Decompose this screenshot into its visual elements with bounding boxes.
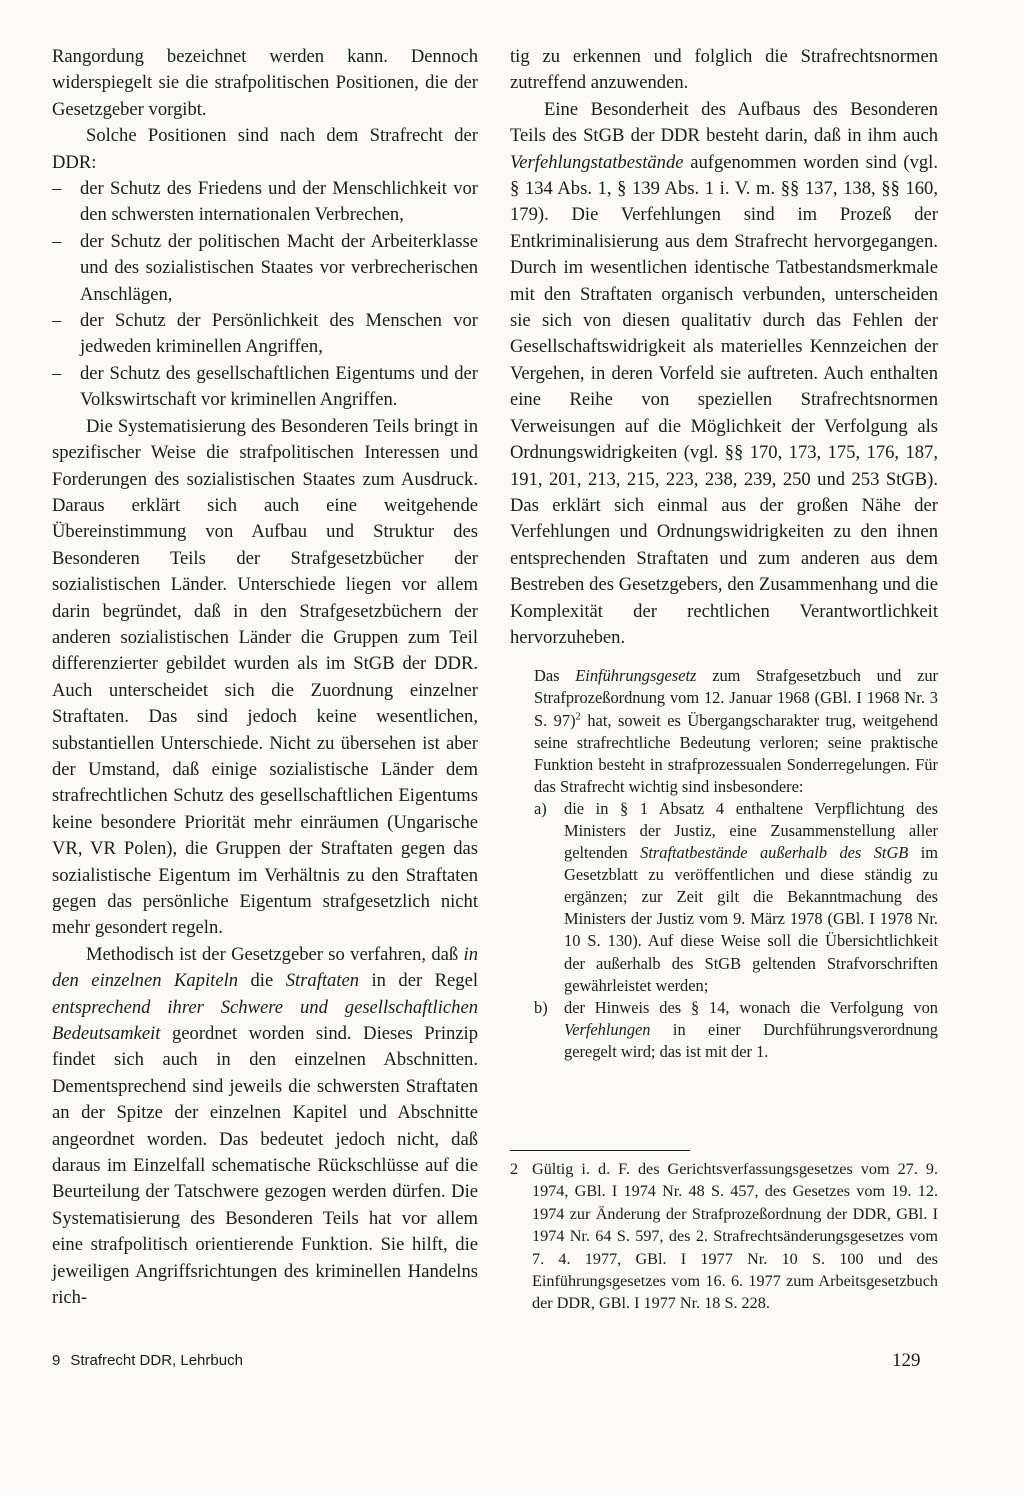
list-item (534, 997, 938, 1063)
page-number: 129 (892, 1350, 921, 1371)
footnote-divider (510, 1150, 690, 1151)
list-item: – der Schutz der Persönlichkeit des Menschen vor jedweden kriminellen Angriffen, (52, 308, 478, 361)
paragraph: Die Systematisierung des Besonderen Teils bringt in spezifischer Weise die strafpolitischen Interessen und Forderungen des sozialistischen Staates zum Ausdruck. Daraus erklärt sich auch eine weitgehende Übereinstimmung von Aufbau und Struktur des Besonderen Teils der Strafgesetzbücher der sozialistischen Länder. Unterschiede liegen vor allem darin begründet, daß in den Strafgesetzbüchern der anderen sozialistischen Länder die Gruppen zum Teil differenzierter gebildet wurden als im StGB der DDR. Auch unterscheidet sich die Zuordnung einzelner Straftaten. Das sind jedoch keine wesentlichen, substantiellen Unterschiede. Nicht zu übersehen ist aber der Umstand, daß einige sozialistische Länder dem strafrechtlichen Schutz des gesellschaftlichen Eigentums keine besondere Priorität mehr einräumen (Ungarische VR, VR Polen), die Gruppen der Straftaten gegen das sozialistische Eigentum im Verhältnis zu den Straftaten gegen das persönliche Eigentum strafgesetzlich nicht mehr gesondert regeln. (52, 415, 478, 939)
text-run: die (238, 970, 286, 992)
list-item: – der Schutz der politischen Macht der Arbeiterklasse und des sozialistischen Staates vor verbrecherischen Anschlägen, (52, 229, 478, 308)
left-column (52, 44, 478, 1312)
text-run: zum Strafgesetzbuch und zur Strafprozeßordnung vom 12. Januar 1968 (GBl. I 1968 Nr. 3 S. 97) (534, 666, 938, 730)
text-run: Das (534, 666, 576, 686)
right-column (510, 44, 938, 1063)
emphasis: in den einzelnen Kapiteln (52, 943, 478, 992)
paragraph: Solche Positionen sind nach dem Strafrecht der DDR: (52, 125, 478, 173)
paragraph: tig zu erkennen und folglich die Strafrechtsnormen zutreffend anzuwenden. (510, 46, 938, 94)
list-item (534, 798, 938, 997)
emphasis: Straftatbestände außerhalb des StGB (640, 843, 909, 863)
list-marker: a) (534, 798, 547, 818)
text-run: hat, soweit es Übergangscharakter trug, weitgehend seine strafrechtliche Bedeutung verloren; seine praktische Funktion besteht in strafprozessualen Sonderregelungen. Für das Strafrecht wichtig sind insbesondere: (534, 710, 938, 796)
paragraph: Rangordung bezeichnet werden kann. Dennoch widerspiegelt sie die strafpolitischen Positionen, die der Gesetzgeber vorgibt. (52, 46, 478, 120)
emphasis: Straftaten (285, 970, 360, 992)
text-run: Eine Besonderheit des Aufbaus des Besonderen Teils des StGB der DDR besteht darin, daß in ihm auch (510, 98, 938, 147)
list-marker: b) (534, 997, 548, 1017)
list-item: – der Schutz des Friedens und der Menschlichkeit vor den schwersten internationalen Verbrechen, (52, 176, 478, 229)
text-run: Methodisch ist der Gesetzgeber so verfahren, daß (86, 943, 464, 965)
text-run: der Hinweis des § 14, wonach die Verfolgung von (564, 997, 938, 1017)
protection-list (52, 176, 478, 414)
emphasis: Verfehlungen (564, 1019, 651, 1039)
text-run: im Gesetzblatt zu veröffentlichen und diese ständig zu ergänzen; zur Zeit gilt die Bekanntmachung des Ministers der Justiz vom 9. März 1978 (GBl. I 1978 Nr. 10 S. 130). Auf diese Weise soll die Übersichtlichkeit der außerhalb des StGB geltenden Strafvorschriften gewährleistet werden; (564, 843, 938, 995)
footnote-text: Gültig i. d. F. des Gerichtsverfassungsgesetzes vom 27. 9. 1974, GBl. I 1974 Nr. 48 S. 457, des Gesetzes vom 19. 12. 1974 zur Änderung der Strafprozeßordnung der DDR, GBl. I 1974 Nr. 64 S. 597, des 2. Strafrechtsänderungsgesetzes vom 7. 4. 1977, GBl. I 1977 Nr. 10 S. 100 und des Einführungsgesetzes vom 16. 6. 1977 zum Arbeitsgesetzbuch der DDR, GBl. I 1977 Nr. 18 S. 228. (532, 1160, 938, 1313)
emphasis: entsprechend ihrer Schwere und gesellschaftlichen Bedeutsamkeit (52, 996, 478, 1045)
footnote-number: 2 (510, 1160, 519, 1178)
list-item: – der Schutz des gesellschaftlichen Eigentums und der Volkswirtschaft vor kriminellen Angriffen. (52, 361, 478, 414)
footnote (510, 1158, 938, 1315)
paragraph (534, 665, 938, 798)
text-run: geordnet worden sind. Dieses Prinzip findet sich auch in den einzelnen Abschnitten. Dementsprechend sind jeweils die schwersten Straftaten an der Spitze der einzelnen Kapitel und Abschnitte angeordnet worden. Das bedeutet jedoch nicht, daß daraus im Einzelfall schematische Rückschlüsse auf die Beurteilung der Tatschwere gezogen werden dürfen. Die Systematisierung des Besonderen Teils hat vor allem eine strafpolitisch orientierende Funktion. Sie hilft, die jeweiligen Angriffsrichtungen des kriminellen Handelns rich- (52, 1023, 478, 1309)
signature-number: 9 (52, 1352, 61, 1369)
text-run: in der Regel (359, 970, 479, 992)
paragraph (510, 97, 938, 652)
text-run: die in § 1 Absatz 4 enthaltene Verpflichtung des Ministers der Justiz, eine Zusammenstellung aller geltenden (564, 798, 938, 863)
emphasis: Verfehlungstatbestände (510, 151, 684, 173)
enumerated-list (534, 798, 938, 1063)
text-run: in einer Durchführungsverordnung geregelt wird; das ist mit der 1. (564, 1019, 938, 1061)
emphasis: Einführungsgesetz (575, 666, 697, 686)
small-print-block (534, 665, 938, 1063)
paragraph (52, 942, 478, 1312)
text-run: aufgenommen worden sind (vgl. § 134 Abs. 1, § 139 Abs. 1 i. V. m. §§ 137, 138, §§ 160, 179). Die Verfehlungen sind im Prozeß der Entkriminalisierung aus dem Strafrecht hervorgegangen. Durch im wesentlichen identische Tatbestandsmerkmale mit den Straftaten organisch verbunden, unterscheiden sie sich von diesen qualitativ durch das Fehlen der Gesellschaftswidrigkeit als materielles Kennzeichen der Vergehen, in deren Vorfeld sie auftreten. Auch enthalten eine Reihe von speziellen Strafrechtsnormen Verweisungen auf die Möglichkeit der Verfolgung als Ordnungswidrigkeiten (vgl. §§ 170, 173, 175, 176, 187, 191, 201, 213, 215, 223, 238, 239, 250 und 253 StGB). Das erklärt sich einmal aus der großen Nähe der Verfehlungen und Ordnungswidrigkeiten zu den ihnen entsprechenden Straftaten und zum anderen aus dem Bestreben des Gesetzgebers, den Zusammenhang und die Komplexität der rechtlichen Verantwortlichkeit hervorzuheben. (510, 151, 938, 648)
signature-text: Strafrecht DDR, Lehrbuch (70, 1352, 243, 1369)
signature-line (52, 1352, 243, 1369)
footnote-ref[interactable]: 2 (575, 711, 581, 723)
